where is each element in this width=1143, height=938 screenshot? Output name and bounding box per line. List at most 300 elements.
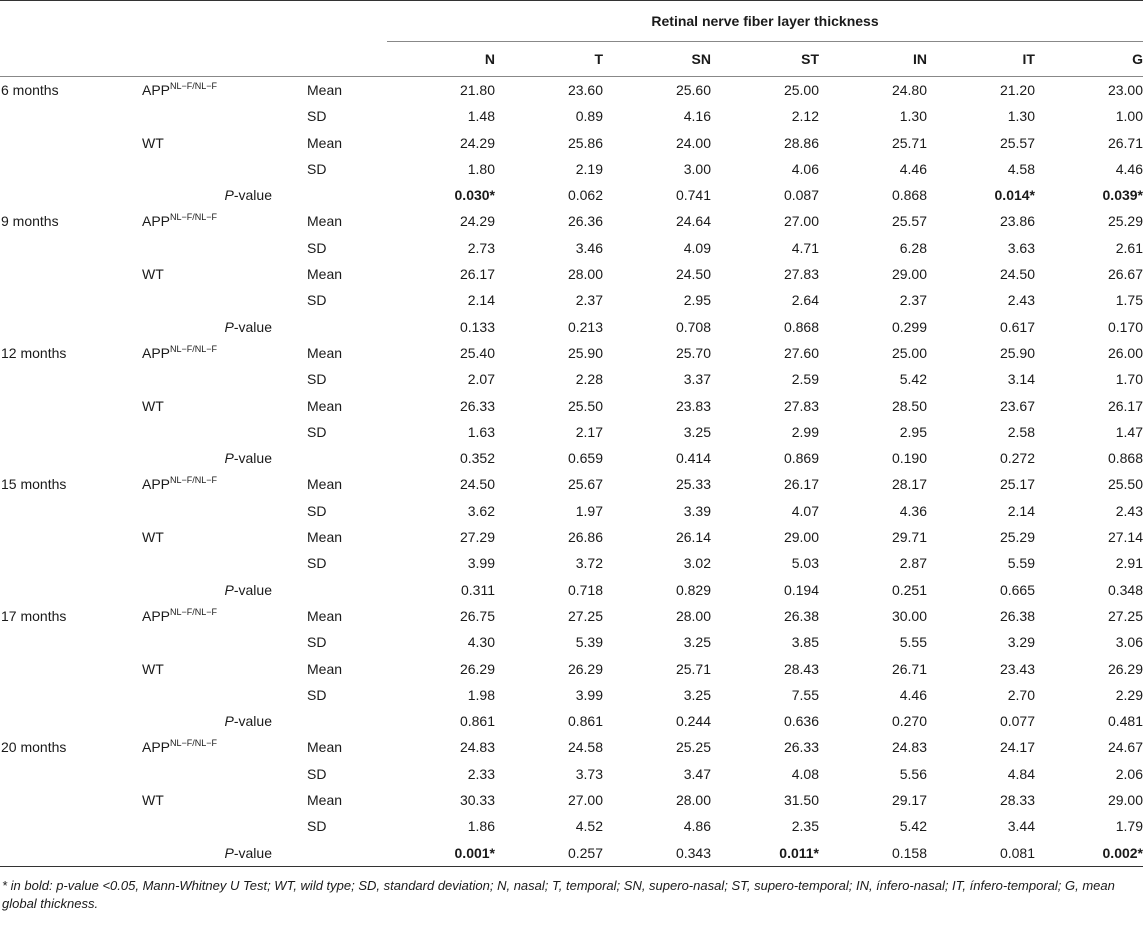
time-point-cell [0, 682, 142, 708]
value-cell-t: 4.52 [575, 818, 603, 835]
time-point-cell [0, 261, 142, 287]
value-cell-it: 25.90 [999, 344, 1035, 361]
value-cell-n: 1.63 [467, 423, 495, 440]
value-cell-t: 3.99 [575, 686, 603, 703]
statistic-cell: Mean [307, 476, 343, 493]
value-cell-g: 0.170 [1107, 318, 1143, 335]
value-cell-g: 3.06 [1115, 634, 1143, 651]
statistic-cell: SD [307, 502, 327, 519]
value-cell-sn: 28.00 [675, 792, 711, 809]
statistic-cell: SD [307, 423, 327, 440]
statistic-cell: Mean [307, 792, 343, 809]
time-point-cell [0, 629, 142, 655]
time-point-cell [0, 393, 142, 419]
time-point-cell [0, 787, 142, 813]
value-cell-sn: 4.86 [683, 818, 711, 835]
value-cell-sn: 0.414 [675, 450, 711, 467]
group-name: WT [142, 397, 164, 414]
statistic-cell: SD [307, 818, 327, 835]
group-name: WT [142, 266, 164, 283]
value-cell-it: 2.58 [1007, 423, 1035, 440]
value-cell-st: 4.71 [791, 239, 819, 256]
table-body [0, 77, 1143, 867]
value-cell-in: 5.42 [899, 371, 927, 388]
group-cell [142, 130, 307, 156]
value-cell-n: 25.40 [459, 344, 495, 361]
statistic-cell [307, 314, 387, 340]
value-cell-st: 26.17 [783, 476, 819, 493]
genotype-superscript: NL−F/NL−F [170, 81, 218, 91]
p-value-suffix: -value [233, 318, 272, 335]
group-cell [142, 156, 307, 182]
group-name: APP [142, 739, 171, 756]
value-cell-in: 0.190 [891, 450, 927, 467]
time-point-cell: 6 months [1, 82, 59, 98]
value-cell-sn: 0.343 [603, 840, 711, 867]
statistic-cell: Mean [307, 213, 343, 230]
group-cell [142, 393, 307, 419]
value-cell-in: 0.299 [891, 318, 927, 335]
value-cell-in: 29.00 [891, 266, 927, 283]
value-cell-it: 21.20 [999, 82, 1035, 98]
value-cell-t: 0.257 [495, 840, 603, 867]
value-cell-n: 0.311 [461, 581, 495, 598]
group-cell [142, 498, 307, 524]
value-cell-sn: 3.02 [683, 555, 711, 572]
value-cell-in: 29.71 [891, 529, 927, 546]
time-point-cell [0, 130, 142, 156]
value-cell-n: 1.80 [467, 160, 495, 177]
value-cell-sn: 25.70 [675, 344, 711, 361]
value-cell-it: 3.14 [1007, 371, 1035, 388]
group-cell [142, 524, 307, 550]
value-cell-st: 2.12 [791, 108, 819, 125]
value-cell-t: 2.37 [575, 292, 603, 309]
value-cell-n: 2.33 [467, 765, 495, 782]
column-header-t: T [495, 42, 603, 77]
p-value-label [142, 708, 307, 734]
value-cell-st: 0.868 [783, 318, 819, 335]
group-cell [142, 208, 307, 234]
group-name: WT [142, 134, 164, 151]
value-cell-g: 23.00 [1107, 82, 1143, 98]
value-cell-in: 0.251 [891, 581, 927, 598]
value-cell-t: 0.89 [575, 108, 603, 125]
p-value-suffix: -value [233, 713, 272, 730]
value-cell-sn: 3.39 [683, 502, 711, 519]
column-header-sn: SN [603, 42, 711, 77]
value-cell-st: 2.64 [791, 292, 819, 309]
group-cell [142, 787, 307, 813]
value-cell-st: 0.194 [783, 581, 819, 598]
value-cell-t: 2.28 [575, 371, 603, 388]
table-row [0, 656, 1143, 682]
group-cell [142, 471, 307, 497]
value-cell-t: 2.19 [575, 160, 603, 177]
value-cell-it: 26.38 [999, 607, 1035, 624]
value-cell-st: 4.06 [791, 160, 819, 177]
time-point-cell: 12 months [1, 344, 67, 361]
value-cell-st: 28.86 [783, 134, 819, 151]
value-cell-g: 1.75 [1115, 292, 1143, 309]
statistic-cell: SD [307, 108, 327, 125]
value-cell-g: 0.481 [1107, 713, 1143, 730]
value-cell-t: 0.718 [567, 581, 603, 598]
p-value-label [142, 182, 307, 208]
group-cell [142, 366, 307, 392]
value-cell-g: 24.67 [1107, 739, 1143, 756]
value-cell-in: 29.17 [891, 792, 927, 809]
group-name: APP [142, 344, 171, 361]
value-cell-n: 0.001* [387, 840, 495, 867]
value-cell-n: 0.861 [459, 713, 495, 730]
column-header-st: ST [711, 42, 819, 77]
p-value-row [0, 577, 1143, 603]
group-cell [142, 287, 307, 313]
statistic-cell: Mean [307, 134, 343, 151]
value-cell-it: 25.29 [999, 529, 1035, 546]
p-value-suffix: -value [233, 844, 272, 861]
p-letter: P [224, 318, 234, 335]
group-cell [142, 734, 307, 760]
value-cell-in: 4.36 [899, 502, 927, 519]
statistic-cell: SD [307, 292, 327, 309]
table-row [0, 603, 1143, 629]
value-cell-st: 0.087 [783, 187, 819, 204]
value-cell-it: 5.59 [1007, 555, 1035, 572]
value-cell-t: 27.00 [567, 792, 603, 809]
value-cell-it: 25.17 [999, 476, 1035, 493]
value-cell-t: 25.86 [567, 134, 603, 151]
value-cell-st: 2.35 [791, 818, 819, 835]
p-letter: P [224, 450, 234, 467]
value-cell-st: 27.83 [783, 397, 819, 414]
time-point-cell: 20 months [1, 739, 67, 756]
statistic-cell: SD [307, 371, 327, 388]
value-cell-g: 0.348 [1107, 581, 1143, 598]
statistic-cell [307, 708, 387, 734]
value-cell-it: 3.29 [1007, 634, 1035, 651]
value-cell-st: 29.00 [783, 529, 819, 546]
value-cell-n: 1.98 [467, 686, 495, 703]
value-cell-in: 28.17 [891, 476, 927, 493]
value-cell-it: 24.17 [999, 739, 1035, 756]
value-cell-st: 4.08 [791, 765, 819, 782]
table-row [0, 340, 1143, 366]
value-cell-it: 4.58 [1007, 160, 1035, 177]
p-value-suffix: -value [233, 187, 272, 204]
value-cell-in: 0.270 [891, 713, 927, 730]
table-row [0, 734, 1143, 760]
group-name: WT [142, 529, 164, 546]
group-cell [142, 419, 307, 445]
statistic-cell: Mean [307, 739, 343, 756]
value-cell-sn: 0.708 [675, 318, 711, 335]
value-cell-st: 0.636 [783, 713, 819, 730]
value-cell-it: 3.63 [1007, 239, 1035, 256]
value-cell-in: 1.30 [899, 108, 927, 125]
value-cell-n: 24.29 [459, 134, 495, 151]
value-cell-st: 26.38 [783, 607, 819, 624]
time-point-cell [0, 577, 142, 603]
group-name: APP [142, 476, 171, 493]
table-row [0, 813, 1143, 839]
statistic-cell [307, 577, 387, 603]
time-point-cell [0, 761, 142, 787]
table-footnote: * in bold: p-value <0.05, Mann-Whitney U Test; WT, wild type; SD, standard deviation; N, nasal; T, temporal; SN, supero-nasal; ST, supero-temporal; IN, ínfero-nasal; IT, ínfero-temporal; G, mean global thickness. [2, 877, 1115, 911]
column-header-it: IT [927, 42, 1035, 77]
value-cell-g: 26.71 [1107, 134, 1143, 151]
column-header-n: N [387, 42, 495, 77]
value-cell-sn: 23.83 [675, 397, 711, 414]
column-header-g: G [1035, 42, 1143, 77]
value-cell-in: 25.00 [891, 344, 927, 361]
table-row [0, 130, 1143, 156]
value-cell-sn: 2.95 [683, 292, 711, 309]
statistic-cell [307, 445, 387, 471]
value-cell-sn: 3.37 [683, 371, 711, 388]
value-cell-n: 4.30 [467, 634, 495, 651]
value-cell-st: 25.00 [783, 82, 819, 98]
value-cell-sn: 28.00 [675, 607, 711, 624]
statistic-cell [307, 182, 387, 208]
genotype-superscript: NL−F/NL−F [170, 606, 218, 617]
genotype-superscript: NL−F/NL−F [170, 475, 218, 486]
statistic-cell: Mean [307, 397, 343, 414]
value-cell-t: 28.00 [567, 266, 603, 283]
statistic-cell: Mean [307, 344, 343, 361]
value-cell-n: 30.33 [459, 792, 495, 809]
genotype-superscript: NL−F/NL−F [170, 212, 218, 223]
statistic-cell: SD [307, 686, 327, 703]
statistic-cell: SD [307, 160, 327, 177]
group-name: APP [142, 213, 171, 230]
p-value-row [0, 840, 1143, 867]
value-cell-in: 2.37 [899, 292, 927, 309]
value-cell-g: 1.79 [1115, 818, 1143, 835]
group-cell [142, 813, 307, 839]
value-cell-st: 27.83 [783, 266, 819, 283]
value-cell-st: 26.33 [783, 739, 819, 756]
value-cell-it: 0.081 [927, 840, 1035, 867]
value-cell-g: 0.868 [1107, 450, 1143, 467]
value-cell-in: 25.57 [891, 213, 927, 230]
value-cell-t: 3.46 [575, 239, 603, 256]
value-cell-in: 25.71 [891, 134, 927, 151]
value-cell-in: 4.46 [899, 686, 927, 703]
value-cell-g: 2.61 [1115, 239, 1143, 256]
group-cell [142, 103, 307, 129]
value-cell-g: 2.06 [1115, 765, 1143, 782]
value-cell-n: 2.07 [467, 371, 495, 388]
time-point-cell [0, 419, 142, 445]
value-cell-t: 26.29 [567, 660, 603, 677]
p-value-label [142, 314, 307, 340]
value-cell-it: 1.30 [1007, 108, 1035, 125]
statistic-cell: Mean [307, 266, 343, 283]
value-cell-t: 0.659 [567, 450, 603, 467]
value-cell-st: 2.59 [791, 371, 819, 388]
table-row [0, 761, 1143, 787]
value-cell-it: 0.014* [994, 187, 1035, 204]
table-row [0, 498, 1143, 524]
value-cell-g: 26.17 [1107, 397, 1143, 414]
time-point-cell [0, 813, 142, 839]
value-cell-n: 27.29 [459, 529, 495, 546]
value-cell-it: 24.50 [999, 266, 1035, 283]
table-row [0, 287, 1143, 313]
group-cell [142, 235, 307, 261]
value-cell-t: 26.86 [567, 529, 603, 546]
value-cell-st: 5.03 [791, 555, 819, 572]
value-cell-n: 26.33 [459, 397, 495, 414]
value-cell-st: 0.011* [711, 840, 819, 867]
value-cell-in: 2.95 [899, 423, 927, 440]
value-cell-it: 23.86 [999, 213, 1035, 230]
value-cell-t: 27.25 [567, 607, 603, 624]
value-cell-sn: 0.741 [675, 187, 711, 204]
value-cell-n: 1.86 [467, 818, 495, 835]
group-name: APP [142, 82, 171, 98]
p-value-row [0, 445, 1143, 471]
value-cell-sn: 4.09 [683, 239, 711, 256]
value-cell-in: 24.80 [891, 82, 927, 98]
value-cell-sn: 3.25 [683, 423, 711, 440]
value-cell-sn: 3.47 [683, 765, 711, 782]
table-row [0, 471, 1143, 497]
value-cell-n: 2.73 [467, 239, 495, 256]
table-row [0, 629, 1143, 655]
value-cell-in: 0.158 [819, 840, 927, 867]
value-cell-t: 23.60 [567, 82, 603, 98]
group-cell [142, 603, 307, 629]
time-point-cell [0, 656, 142, 682]
value-cell-t: 24.58 [567, 739, 603, 756]
table-row [0, 77, 1143, 104]
value-cell-n: 3.99 [467, 555, 495, 572]
value-cell-g: 29.00 [1107, 792, 1143, 809]
time-point-cell [0, 445, 142, 471]
value-cell-n: 26.29 [459, 660, 495, 677]
value-cell-in: 0.868 [891, 187, 927, 204]
value-cell-st: 2.99 [791, 423, 819, 440]
value-cell-n: 24.83 [459, 739, 495, 756]
value-cell-st: 7.55 [791, 686, 819, 703]
value-cell-it: 28.33 [999, 792, 1035, 809]
value-cell-sn: 25.71 [675, 660, 711, 677]
value-cell-t: 0.861 [567, 713, 603, 730]
spanning-header-row [0, 1, 1143, 42]
value-cell-sn: 3.25 [683, 686, 711, 703]
value-cell-g: 1.47 [1115, 423, 1143, 440]
value-cell-st: 3.85 [791, 634, 819, 651]
value-cell-it: 0.077 [999, 713, 1035, 730]
value-cell-n: 2.14 [467, 292, 495, 309]
table-row [0, 366, 1143, 392]
value-cell-t: 2.17 [575, 423, 603, 440]
group-cell [142, 629, 307, 655]
table-row [0, 550, 1143, 576]
value-cell-in: 5.56 [899, 765, 927, 782]
table-row [0, 208, 1143, 234]
p-value-label [142, 577, 307, 603]
value-cell-in: 28.50 [891, 397, 927, 414]
value-cell-in: 2.87 [899, 555, 927, 572]
value-cell-in: 5.55 [899, 634, 927, 651]
time-point-cell [0, 182, 142, 208]
value-cell-n: 1.48 [467, 108, 495, 125]
column-header-row [0, 42, 1143, 77]
value-cell-g: 25.50 [1107, 476, 1143, 493]
value-cell-g: 0.002* [1035, 840, 1143, 867]
group-name: APP [142, 607, 171, 624]
p-letter: P [224, 713, 234, 730]
value-cell-sn: 24.64 [675, 213, 711, 230]
value-cell-n: 26.17 [459, 266, 495, 283]
value-cell-sn: 24.00 [675, 134, 711, 151]
group-name: WT [142, 792, 164, 809]
value-cell-st: 27.60 [783, 344, 819, 361]
value-cell-st: 0.869 [783, 450, 819, 467]
value-cell-sn: 26.14 [675, 529, 711, 546]
value-cell-n: 0.352 [459, 450, 495, 467]
statistic-cell: SD [307, 555, 327, 572]
value-cell-st: 27.00 [783, 213, 819, 230]
value-cell-t: 0.213 [567, 318, 603, 335]
column-header-in: IN [819, 42, 927, 77]
value-cell-n: 24.50 [459, 476, 495, 493]
value-cell-t: 1.97 [575, 502, 603, 519]
time-point-cell [0, 840, 142, 867]
genotype-superscript: NL−F/NL−F [170, 738, 218, 749]
value-cell-g: 26.00 [1107, 344, 1143, 361]
spanning-header: Retinal nerve fiber layer thickness [387, 1, 1143, 42]
group-cell [142, 761, 307, 787]
value-cell-g: 27.25 [1107, 607, 1143, 624]
value-cell-in: 6.28 [899, 239, 927, 256]
p-value-row [0, 708, 1143, 734]
value-cell-t: 26.36 [567, 213, 603, 230]
value-cell-it: 0.617 [999, 318, 1035, 335]
value-cell-t: 3.72 [575, 555, 603, 572]
value-cell-n: 0.030* [454, 187, 495, 204]
value-cell-g: 2.43 [1115, 502, 1143, 519]
value-cell-sn: 25.33 [675, 476, 711, 493]
statistic-cell: Mean [307, 529, 343, 546]
statistic-cell: Mean [307, 607, 343, 624]
p-letter: P [224, 187, 234, 204]
value-cell-g: 26.29 [1107, 660, 1143, 677]
value-cell-it: 23.67 [999, 397, 1035, 414]
time-point-cell [0, 498, 142, 524]
value-cell-sn: 24.50 [675, 266, 711, 283]
table-row [0, 156, 1143, 182]
statistic-cell: SD [307, 239, 327, 256]
value-cell-st: 31.50 [783, 792, 819, 809]
value-cell-sn: 25.25 [675, 739, 711, 756]
time-point-cell [0, 103, 142, 129]
value-cell-in: 24.83 [891, 739, 927, 756]
value-cell-in: 5.42 [899, 818, 927, 835]
value-cell-t: 5.39 [575, 634, 603, 651]
value-cell-g: 0.039* [1102, 187, 1143, 204]
table-row [0, 103, 1143, 129]
group-cell [142, 261, 307, 287]
value-cell-t: 25.50 [567, 397, 603, 414]
group-name: WT [142, 660, 164, 677]
time-point-cell [0, 550, 142, 576]
value-cell-it: 2.14 [1007, 502, 1035, 519]
